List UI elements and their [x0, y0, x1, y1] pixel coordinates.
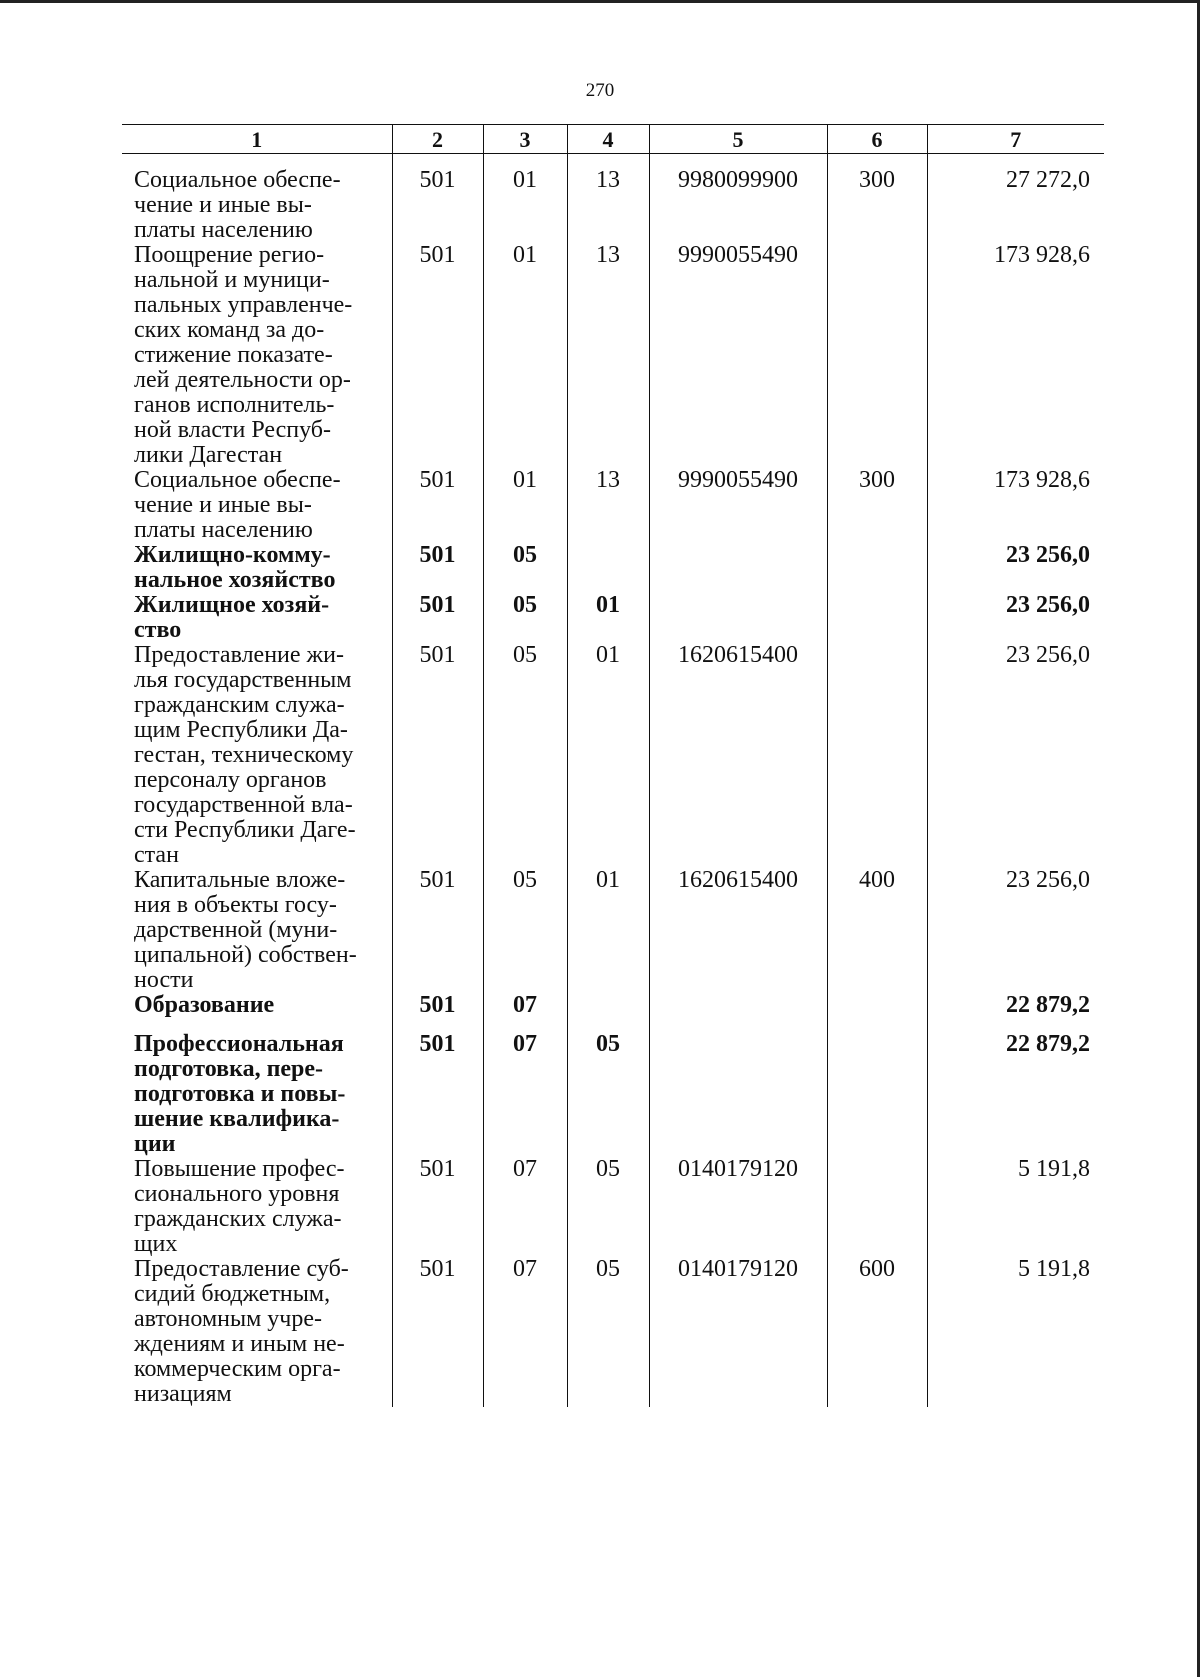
row-target-article-cell: 9990055490	[649, 243, 827, 468]
row-description: Социальное обеспе- чение и иные вы- платы населению	[134, 167, 341, 243]
row-description: Социальное обеспе- чение и иные вы- платы населению	[134, 467, 341, 543]
row-description: Поощрение регио- нальной и муници- пальных управленче- ских команд за до- стижение показате- лей деятельности ор- ганов исполнитель- ной власти Респуб- лики Дагестан	[134, 242, 353, 468]
row-section-cell: 05	[483, 543, 567, 593]
table-row	[122, 868, 1104, 993]
row-subsection-cell: 13	[567, 243, 649, 468]
row-amount-cell: 5 191,8	[927, 1257, 1104, 1407]
row-amount-cell: 5 191,8	[927, 1157, 1104, 1257]
row-name-cell	[122, 1157, 392, 1257]
header-col-5: 5	[649, 125, 827, 154]
row-target-article-cell	[649, 1032, 827, 1157]
table-body	[122, 154, 1104, 1408]
row-code-cell: 501	[392, 468, 483, 543]
budget-table	[122, 124, 1104, 1407]
row-code-cell: 501	[392, 643, 483, 868]
row-code-cell: 501	[392, 243, 483, 468]
row-target-article-cell: 0140179120	[649, 1257, 827, 1407]
row-subsection-cell	[567, 543, 649, 593]
table-row	[122, 543, 1104, 593]
row-description: Повышение профес- сионального уровня гражданских служа- щих	[134, 1156, 345, 1257]
row-code-cell: 501	[392, 593, 483, 643]
table-header-row	[122, 125, 1104, 154]
row-description: Профессиональная подготовка, пере- подготовка и повы- шение квалифика- ции	[134, 1031, 346, 1157]
row-subsection-cell: 13	[567, 168, 649, 243]
row-amount-cell: 23 256,0	[927, 543, 1104, 593]
row-amount-cell: 23 256,0	[927, 593, 1104, 643]
row-description: Образование	[134, 992, 275, 1018]
header-col-6: 6	[827, 125, 927, 154]
row-description: Капитальные вложе- ния в объекты госу- дарственной (муни- ципальной) собствен- ности	[134, 867, 357, 993]
row-name-cell	[122, 593, 392, 643]
row-code-cell: 501	[392, 1157, 483, 1257]
row-target-article-cell	[649, 593, 827, 643]
row-amount-cell: 173 928,6	[927, 243, 1104, 468]
row-expense-type-cell	[827, 543, 927, 593]
row-description: Жилищно-комму- нальное хозяйство	[134, 542, 336, 593]
row-subsection-cell: 01	[567, 643, 649, 868]
row-section-cell: 05	[483, 593, 567, 643]
row-subsection-cell: 05	[567, 1032, 649, 1157]
row-subsection-cell: 05	[567, 1157, 649, 1257]
row-section-cell: 07	[483, 1157, 567, 1257]
row-name-cell	[122, 993, 392, 1032]
row-expense-type-cell	[827, 593, 927, 643]
row-amount-cell: 22 879,2	[927, 1032, 1104, 1157]
table-row	[122, 1032, 1104, 1157]
row-section-cell: 01	[483, 168, 567, 243]
row-expense-type-cell	[827, 643, 927, 868]
row-section-cell: 05	[483, 868, 567, 993]
row-expense-type-cell	[827, 243, 927, 468]
row-section-cell: 07	[483, 1257, 567, 1407]
row-target-article-cell: 9980099900	[649, 168, 827, 243]
row-target-article-cell	[649, 993, 827, 1032]
row-target-article-cell	[649, 543, 827, 593]
table-row	[122, 168, 1104, 243]
row-expense-type-cell: 400	[827, 868, 927, 993]
row-description: Жилищное хозяй- ство	[134, 592, 330, 643]
row-expense-type-cell: 300	[827, 468, 927, 543]
row-amount-cell: 23 256,0	[927, 643, 1104, 868]
row-name-cell	[122, 868, 392, 993]
row-amount-cell: 173 928,6	[927, 468, 1104, 543]
row-expense-type-cell	[827, 1157, 927, 1257]
row-subsection-cell: 01	[567, 593, 649, 643]
row-expense-type-cell	[827, 1032, 927, 1157]
row-name-cell	[122, 543, 392, 593]
row-amount-cell: 23 256,0	[927, 868, 1104, 993]
row-target-article-cell: 0140179120	[649, 1157, 827, 1257]
row-code-cell: 501	[392, 1257, 483, 1407]
row-code-cell: 501	[392, 1032, 483, 1157]
header-col-4: 4	[567, 125, 649, 154]
row-section-cell: 07	[483, 993, 567, 1032]
row-description: Предоставление жи- лья государственным гражданским служа- щим Республики Да- гестан, техническому персоналу органов государственной вла- сти Республики Даге- стан	[134, 642, 356, 868]
table-row	[122, 993, 1104, 1032]
row-subsection-cell: 05	[567, 1257, 649, 1407]
row-target-article-cell: 1620615400	[649, 643, 827, 868]
header-col-1: 1	[122, 125, 392, 154]
row-code-cell: 501	[392, 993, 483, 1032]
row-section-cell: 01	[483, 243, 567, 468]
budget-table-container	[122, 124, 1104, 1407]
row-name-cell	[122, 468, 392, 543]
row-description: Предоставление суб- сидий бюджетным, автономным учре- ждениям и иным не- коммерческим орга- низациям	[134, 1256, 349, 1407]
row-subsection-cell: 13	[567, 468, 649, 543]
table-row	[122, 243, 1104, 468]
table-row	[122, 593, 1104, 643]
row-section-cell: 07	[483, 1032, 567, 1157]
scan-border-top	[0, 0, 1200, 3]
row-section-cell: 05	[483, 643, 567, 868]
row-target-article-cell: 1620615400	[649, 868, 827, 993]
table-spacer-row	[122, 154, 1104, 169]
row-section-cell: 01	[483, 468, 567, 543]
page-number: 270	[585, 80, 615, 101]
table-row	[122, 643, 1104, 868]
row-subsection-cell	[567, 993, 649, 1032]
row-amount-cell: 22 879,2	[927, 993, 1104, 1032]
row-name-cell	[122, 1032, 392, 1157]
header-col-3: 3	[483, 125, 567, 154]
row-expense-type-cell	[827, 993, 927, 1032]
row-name-cell	[122, 243, 392, 468]
row-expense-type-cell: 300	[827, 168, 927, 243]
row-amount-cell: 27 272,0	[927, 168, 1104, 243]
row-name-cell	[122, 168, 392, 243]
row-name-cell	[122, 643, 392, 868]
row-subsection-cell: 01	[567, 868, 649, 993]
table-row	[122, 1157, 1104, 1257]
row-code-cell: 501	[392, 543, 483, 593]
table-row	[122, 1257, 1104, 1407]
table-row	[122, 468, 1104, 543]
row-name-cell	[122, 1257, 392, 1407]
header-col-2: 2	[392, 125, 483, 154]
row-target-article-cell: 9990055490	[649, 468, 827, 543]
row-code-cell: 501	[392, 168, 483, 243]
header-col-7: 7	[927, 125, 1104, 154]
row-expense-type-cell: 600	[827, 1257, 927, 1407]
row-code-cell: 501	[392, 868, 483, 993]
